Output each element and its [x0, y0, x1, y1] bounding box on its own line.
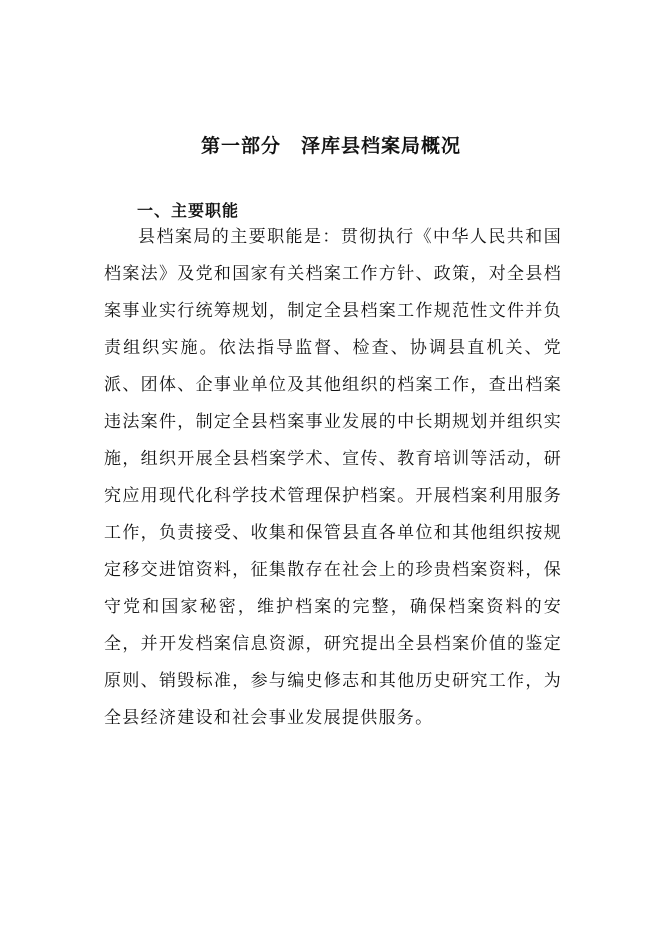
page-title: 第一部分 泽库县档案局概况 — [200, 135, 461, 157]
section-heading: 一、主要职能 — [137, 201, 240, 220]
body-paragraph: 县档案局的主要职能是：贯彻执行《中华人民共和国档案法》及党和国家有关档案工作方针、政策，对全县档案事业实行统筹规划，制定全县档案工作规范性文件并负责组织实施。依法指导监督、检查、协调县直机关、党派、团体、企事业单位及其他组织的档案工作，查出档案违法案件，制定全县档案事业发展的中长期规划并组织实施，组织开展全县档案学术、宣传、教育培训等活动，研究应用现代化科学技术管理保护档案。开展档案利用服务工作，负责接受、收集和保管县直各单位和其他组织按规定移交进馆资料，征集散存在社会上的珍贵档案资料，保守党和国家秘密，维护档案的完整，确保档案资料的安全，并开发档案信息资源，研究提出全县档案价值的鉴定原则、销毁标准，参与编史修志和其他历史研究工作，为全县经济建设和社会事业发展提供服务。 — [104, 227, 562, 728]
